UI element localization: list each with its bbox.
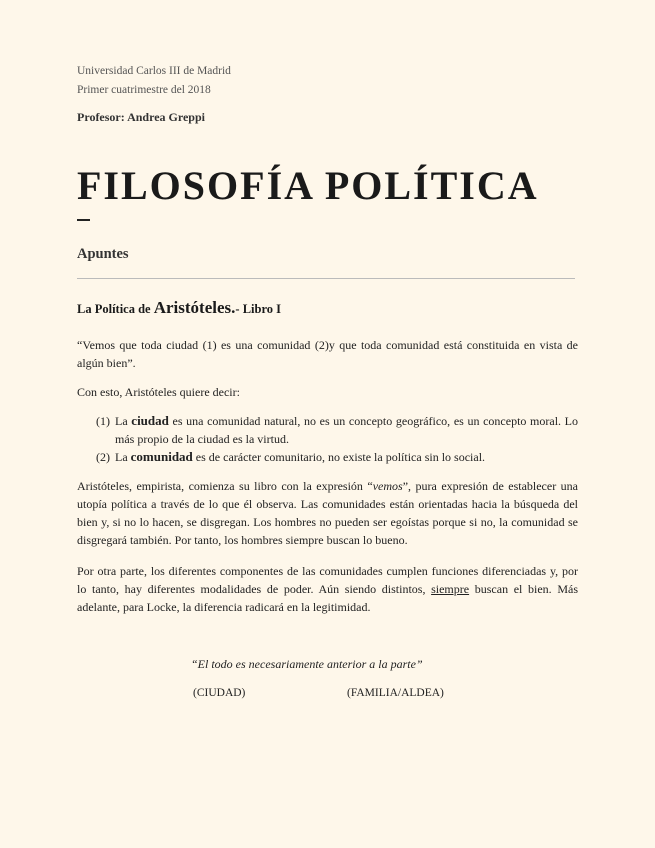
list-text: La bbox=[115, 450, 131, 464]
list-term: comunidad bbox=[130, 449, 193, 464]
section-name: Aristóteles. bbox=[153, 298, 236, 317]
section-prefix: La Política de bbox=[77, 302, 154, 316]
numbered-list bbox=[77, 412, 578, 466]
quote-label-left: (CIUDAD) bbox=[193, 687, 246, 699]
list-number: (2) bbox=[96, 450, 110, 464]
list-item bbox=[77, 412, 578, 448]
document-title: FILOSOFÍA POLÍTICA bbox=[77, 163, 539, 208]
section-suffix: - Libro I bbox=[235, 302, 282, 316]
term-label: Primer cuatrimestre del 2018 bbox=[77, 84, 211, 96]
professor-label: Profesor: Andrea Greppi bbox=[77, 110, 205, 124]
paragraph-intro: Con esto, Aristóteles quiere decir: bbox=[77, 385, 240, 399]
section-heading bbox=[77, 298, 281, 318]
emphasis-text: vemos bbox=[372, 479, 403, 493]
paragraph-text: Aristóteles, empirista, comienza su libro con la expresión “ bbox=[77, 479, 373, 493]
title-dash bbox=[77, 219, 90, 221]
list-term: ciudad bbox=[131, 413, 169, 428]
list-text: es una comunidad natural, no es un concepto geográfico, es un concepto moral. Lo más propio de la ciudad es la virtud. bbox=[115, 414, 579, 446]
paragraph-text: ”, pura expresión de establecer una utopía política a través de lo que él observa. Las comunidades están orientadas hacia la búsqueda del bien y, si no lo hacen, se disgregan. Los hombres no pueden ser egoístas porque si no, la comunidad se disgregará también. Por tanto, los hombres siempre buscan lo bueno. bbox=[77, 479, 579, 547]
underlined-text: siempre bbox=[431, 582, 470, 596]
list-number: (1) bbox=[96, 414, 110, 428]
paragraph-quote: “Vemos que toda ciudad (1) es una comunidad (2)y que toda comunidad está constituida en vista de algún bien”. bbox=[77, 338, 578, 370]
paragraph-empirista bbox=[77, 477, 578, 549]
list-text: es de carácter comunitario, no existe la política sin lo social. bbox=[192, 450, 486, 464]
block-quote: “El todo es necesariamente anterior a la parte” bbox=[191, 657, 423, 671]
university-name: Universidad Carlos III de Madrid bbox=[77, 65, 231, 77]
header-block bbox=[77, 62, 231, 100]
paragraph-funciones bbox=[77, 562, 578, 616]
paragraph-text: Por otra parte, los diferentes componentes de las comunidades cumplen funciones diferenciadas y, por lo tanto, hay diferentes modalidades de poder. Aún siendo distintos, bbox=[77, 564, 578, 596]
horizontal-rule bbox=[77, 278, 575, 279]
list-text: La bbox=[115, 414, 132, 428]
quote-label-right: (FAMILIA/ALDEA) bbox=[347, 687, 444, 699]
document-subtitle: Apuntes bbox=[77, 246, 129, 262]
paragraph-text: buscan el bien. Más adelante, para Locke, la diferencia radicará en la legitimidad. bbox=[77, 582, 578, 614]
list-item bbox=[77, 448, 578, 466]
